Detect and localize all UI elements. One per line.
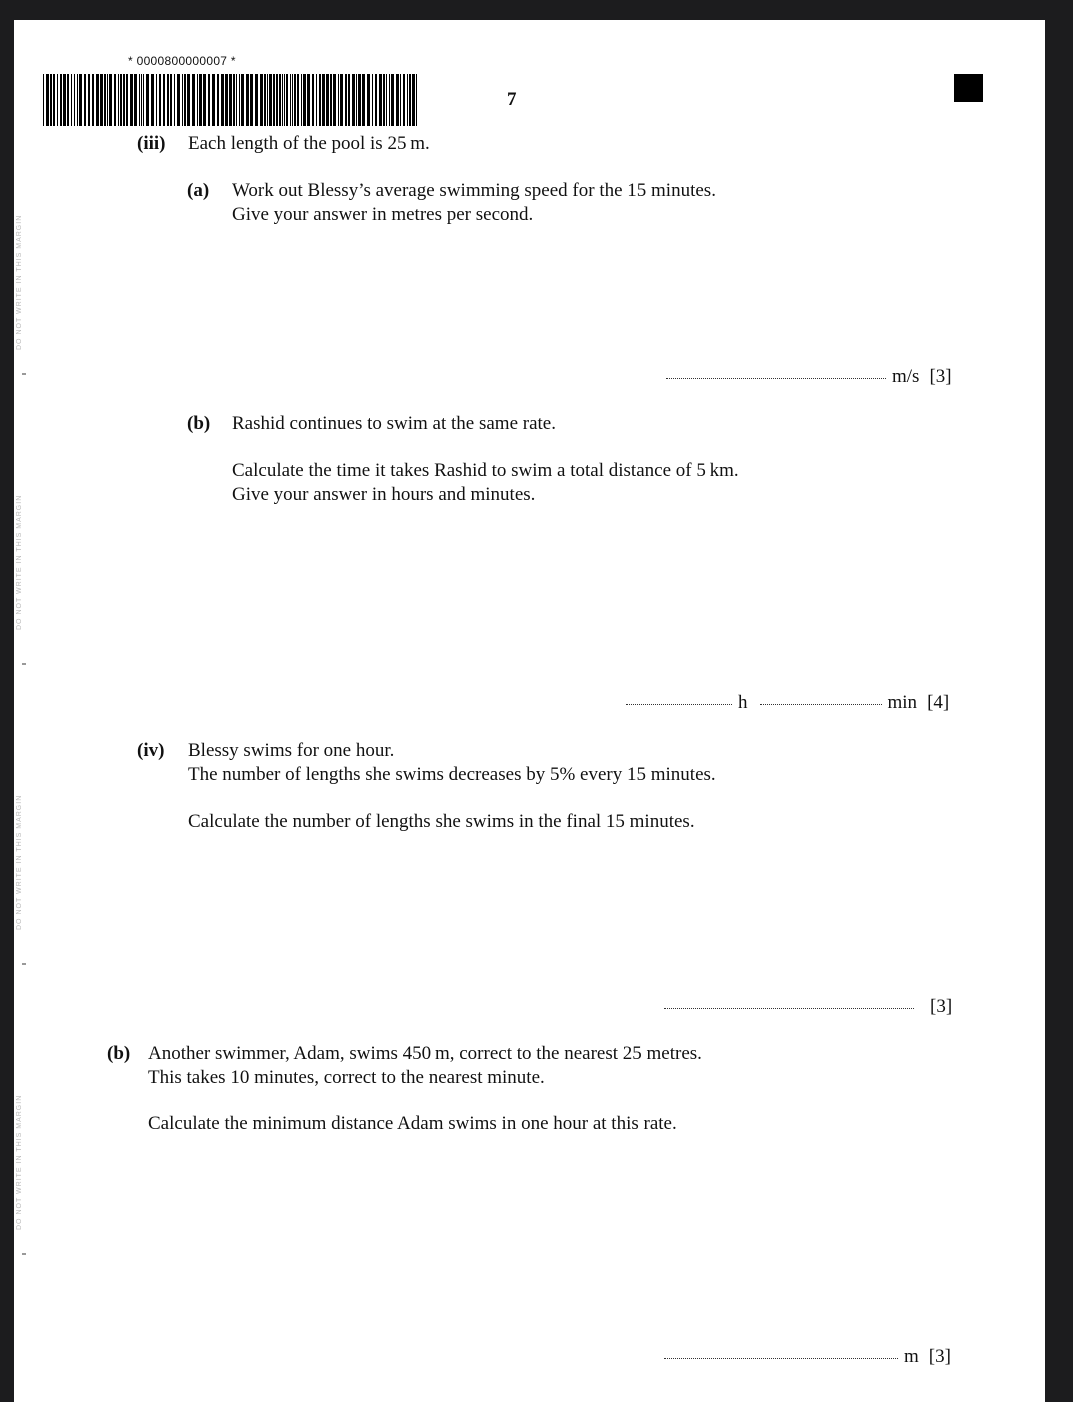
part-b-line2: Calculate the time it takes Rashid to swim a total distance of 5 km. [232, 460, 739, 481]
barcode-bar [60, 74, 62, 126]
barcode-bar [225, 74, 228, 126]
barcode-bar [84, 74, 86, 126]
barcode-bar [307, 74, 310, 126]
barcode-bar [100, 74, 103, 126]
answer-line-iv[interactable] [664, 996, 952, 1018]
question-iii-text: Each length of the pool is 25 m. [188, 133, 430, 154]
barcode-bar [151, 74, 154, 126]
barcode-bar [297, 74, 299, 126]
barcode-bar [146, 74, 149, 126]
barcode-bar [92, 74, 94, 126]
barcode-bar [229, 74, 232, 126]
barcode-bar [292, 74, 293, 126]
barcode-bar [197, 74, 198, 126]
margin-warning: DO NOT WRITE IN THIS MARGIN [16, 494, 23, 630]
barcode-bar [130, 74, 133, 126]
barcode-bar [109, 74, 112, 126]
barcode-bar [239, 74, 240, 126]
barcode-bar [203, 74, 206, 126]
barcode-bar [96, 74, 99, 126]
barcode-bar [333, 74, 336, 126]
barcode-bar [284, 74, 285, 126]
barcode-bar [177, 74, 180, 126]
barcode-bar [367, 74, 370, 126]
barcode-bar [174, 74, 175, 126]
barcode-bar [159, 74, 161, 126]
barcode-bar [301, 74, 302, 126]
answer-dots[interactable] [664, 1357, 898, 1359]
barcode-bar [330, 74, 332, 126]
barcode-bar [326, 74, 329, 126]
barcode-bar [409, 74, 411, 126]
margin-warning: DO NOT WRITE IN THIS MARGIN [16, 794, 23, 930]
question-b-line1: Another swimmer, Adam, swims 450 m, correct to the nearest 25 metres. [148, 1043, 702, 1064]
barcode-bar [407, 74, 408, 126]
answer-dots[interactable] [664, 1007, 914, 1009]
barcode-bar [217, 74, 219, 126]
barcode-bar [241, 74, 244, 126]
barcode-bar [139, 74, 140, 126]
barcode-bar [276, 74, 278, 126]
barcode-bar [362, 74, 365, 126]
marks: [4] [927, 692, 950, 713]
barcode-bar [372, 74, 373, 126]
barcode-bar [167, 74, 169, 126]
barcode-bar [400, 74, 401, 126]
barcode-bar [107, 74, 108, 126]
barcode-bar [345, 74, 347, 126]
answer-dots[interactable] [666, 377, 886, 379]
barcode-bar [273, 74, 275, 126]
barcode-bar [184, 74, 186, 126]
barcode-bar [123, 74, 125, 126]
answer-unit-hours: h [738, 692, 748, 713]
answer-line-a[interactable] [666, 366, 952, 388]
answer-unit-minutes: min [887, 692, 918, 713]
question-iv-line1: Blessy swims for one hour. [188, 740, 395, 761]
barcode-bar [348, 74, 350, 126]
answer-line-b-final[interactable] [664, 1346, 951, 1368]
barcode-bar [282, 74, 283, 126]
barcode-bar [134, 74, 137, 126]
barcode-bar [358, 74, 361, 126]
barcode-bar [221, 74, 224, 126]
part-b-line3: Give your answer in hours and minutes. [232, 484, 536, 505]
question-b-line2: This takes 10 minutes, correct to the nearest minute. [148, 1067, 545, 1088]
barcode-bar [356, 74, 357, 126]
marks: [3] [929, 366, 952, 387]
barcode-bar [412, 74, 415, 126]
barcode-bar [255, 74, 258, 126]
barcode-bar [286, 74, 288, 126]
barcode-bar [294, 74, 296, 126]
barcode-bar [71, 74, 72, 126]
barcode-bar [212, 74, 215, 126]
barcode-bar [303, 74, 306, 126]
barcode-bar [104, 74, 106, 126]
margin-warning: DO NOT WRITE IN THIS MARGIN [16, 214, 23, 350]
barcode-bar [199, 74, 202, 126]
barcode [43, 74, 421, 126]
barcode-bar [389, 74, 390, 126]
barcode-bar [43, 74, 44, 126]
question-label-iv: (iv) [137, 740, 165, 761]
barcode-bar [396, 74, 399, 126]
barcode-bar [264, 74, 266, 126]
barcode-bar [375, 74, 377, 126]
barcode-bar [279, 74, 281, 126]
barcode-bar [233, 74, 235, 126]
answer-unit: m [904, 1346, 919, 1367]
question-b-line3: Calculate the minimum distance Adam swims in one hour at this rate. [148, 1113, 677, 1134]
barcode-bar [182, 74, 183, 126]
answer-dots-hours[interactable] [626, 703, 732, 705]
barcode-bar [53, 74, 55, 126]
barcode-bar [260, 74, 263, 126]
barcode-bar [352, 74, 355, 126]
barcode-bar [67, 74, 69, 126]
barcode-bar [391, 74, 394, 126]
barcode-bar [192, 74, 195, 126]
viewer-right-gutter [1045, 20, 1073, 1402]
barcode-bar [338, 74, 339, 126]
barcode-bar [236, 74, 237, 126]
barcode-bar [46, 74, 49, 126]
barcode-bar [88, 74, 90, 126]
barcode-bar [114, 74, 116, 126]
part-label-b: (b) [187, 413, 211, 434]
barcode-bar [322, 74, 325, 126]
viewer-top-bar [0, 0, 1073, 20]
barcode-bar [416, 74, 417, 126]
barcode-bar [340, 74, 343, 126]
barcode-bar [79, 74, 82, 126]
barcode-bar [269, 74, 272, 126]
barcode-bar [50, 74, 52, 126]
part-a-line1: Work out Blessy’s average swimming speed for the 15 minutes. [232, 180, 716, 201]
registration-mark [954, 74, 983, 102]
barcode-bar [246, 74, 249, 126]
question-iv-line3: Calculate the number of lengths she swims in the final 15 minutes. [188, 811, 695, 832]
margin-warning: DO NOT WRITE IN THIS MARGIN [16, 1094, 23, 1230]
barcode-bar [163, 74, 165, 126]
barcode-bar [379, 74, 382, 126]
barcode-bar [63, 74, 66, 126]
question-label-b: (b) [107, 1043, 131, 1064]
question-iv-line2: The number of lengths she swims decreases by 5% every 15 minutes. [188, 764, 716, 785]
barcode-bar [170, 74, 172, 126]
barcode-bar [290, 74, 291, 126]
barcode-bar [386, 74, 387, 126]
barcode-bar [383, 74, 385, 126]
barcode-bar [316, 74, 317, 126]
margin-tick [22, 663, 26, 665]
barcode-bar [267, 74, 268, 126]
barcode-bar [250, 74, 253, 126]
answer-unit: m/s [892, 366, 920, 387]
barcode-bar [77, 74, 78, 126]
answer-dots-minutes[interactable] [760, 703, 882, 705]
barcode-bar [187, 74, 190, 126]
barcode-bar [208, 74, 210, 126]
marks: [3] [930, 996, 953, 1017]
barcode-graphic [43, 74, 421, 126]
question-label-iii: (iii) [137, 133, 166, 154]
barcode-bar [141, 74, 142, 126]
barcode-bar [312, 74, 314, 126]
marks: [3] [928, 1346, 951, 1367]
barcode-bar [118, 74, 119, 126]
barcode-bar [403, 74, 405, 126]
part-b-line1: Rashid continues to swim at the same rate. [232, 413, 556, 434]
barcode-bar [57, 74, 58, 126]
page-number: 7 [507, 89, 517, 110]
barcode-number: * 0000800000007 * [128, 54, 236, 68]
margin-tick [22, 963, 26, 965]
margin-tick [22, 373, 26, 375]
barcode-bar [156, 74, 157, 126]
barcode-bar [74, 74, 75, 126]
answer-line-b[interactable] [626, 692, 949, 714]
barcode-bar [319, 74, 321, 126]
barcode-bar [120, 74, 122, 126]
margin-tick [22, 1253, 26, 1255]
part-a-line2: Give your answer in metres per second. [232, 204, 534, 225]
barcode-bar [126, 74, 128, 126]
part-label-a: (a) [187, 180, 210, 201]
barcode-bar [143, 74, 144, 126]
exam-page [14, 20, 1045, 1402]
